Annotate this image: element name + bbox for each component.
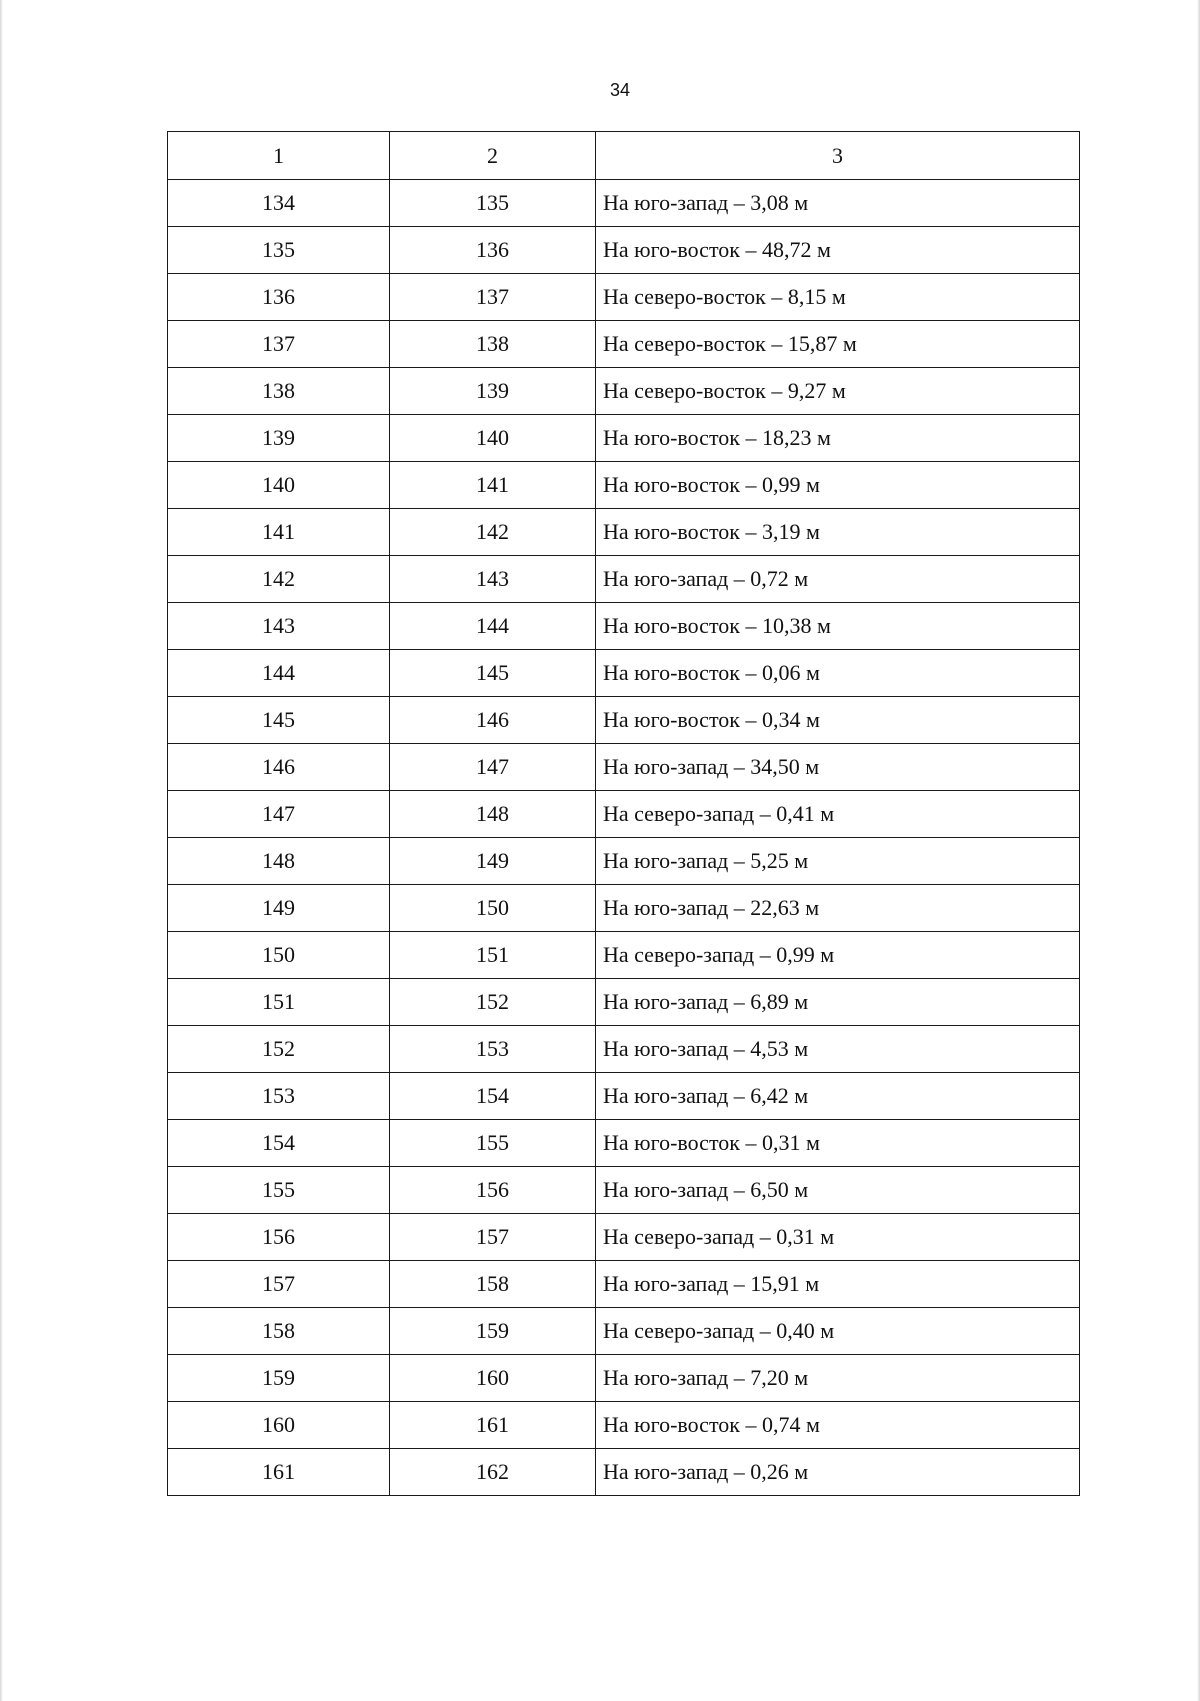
table-row xyxy=(168,368,1080,415)
to-point-cell: 151 xyxy=(390,932,596,979)
to-point-cell: 161 xyxy=(390,1402,596,1449)
to-point-cell: 148 xyxy=(390,791,596,838)
from-point-cell: 140 xyxy=(168,462,390,509)
table-row xyxy=(168,1402,1080,1449)
table-row xyxy=(168,1308,1080,1355)
table-row xyxy=(168,415,1080,462)
direction-distance-cell: На юго-запад – 22,63 м xyxy=(596,885,1080,932)
to-point-cell: 153 xyxy=(390,1026,596,1073)
page-number: 34 xyxy=(609,80,631,100)
from-point-cell: 136 xyxy=(168,274,390,321)
direction-distance-cell: На юго-запад – 5,25 м xyxy=(596,838,1080,885)
from-point-cell: 156 xyxy=(168,1214,390,1261)
to-point-cell: 142 xyxy=(390,509,596,556)
from-point-cell: 141 xyxy=(168,509,390,556)
table-row xyxy=(168,462,1080,509)
column-header: 3 xyxy=(596,132,1080,180)
direction-distance-cell: На северо-запад – 0,31 м xyxy=(596,1214,1080,1261)
direction-distance-cell: На северо-запад – 0,41 м xyxy=(596,791,1080,838)
direction-distance-cell: На юго-запад – 4,53 м xyxy=(596,1026,1080,1073)
to-point-cell: 154 xyxy=(390,1073,596,1120)
from-point-cell: 144 xyxy=(168,650,390,697)
table-row xyxy=(168,1073,1080,1120)
from-point-cell: 161 xyxy=(168,1449,390,1496)
direction-distance-cell: На юго-восток – 0,74 м xyxy=(596,1402,1080,1449)
from-point-cell: 151 xyxy=(168,979,390,1026)
column-header: 1 xyxy=(168,132,390,180)
from-point-cell: 157 xyxy=(168,1261,390,1308)
to-point-cell: 150 xyxy=(390,885,596,932)
from-point-cell: 145 xyxy=(168,697,390,744)
table-row xyxy=(168,979,1080,1026)
table-row xyxy=(168,1449,1080,1496)
to-point-cell: 135 xyxy=(390,180,596,227)
from-point-cell: 142 xyxy=(168,556,390,603)
table-row xyxy=(168,321,1080,368)
direction-distance-cell: На юго-запад – 6,50 м xyxy=(596,1167,1080,1214)
from-point-cell: 146 xyxy=(168,744,390,791)
to-point-cell: 138 xyxy=(390,321,596,368)
direction-distance-cell: На юго-восток – 0,06 м xyxy=(596,650,1080,697)
direction-distance-cell: На юго-восток – 48,72 м xyxy=(596,227,1080,274)
table-body xyxy=(168,180,1080,1496)
direction-distance-cell: На юго-восток – 10,38 м xyxy=(596,603,1080,650)
direction-distance-cell: На юго-запад – 6,42 м xyxy=(596,1073,1080,1120)
table-row xyxy=(168,227,1080,274)
table-row xyxy=(168,1355,1080,1402)
from-point-cell: 143 xyxy=(168,603,390,650)
to-point-cell: 162 xyxy=(390,1449,596,1496)
direction-distance-cell: На юго-запад – 15,91 м xyxy=(596,1261,1080,1308)
to-point-cell: 157 xyxy=(390,1214,596,1261)
to-point-cell: 136 xyxy=(390,227,596,274)
table-row xyxy=(168,1167,1080,1214)
table-row xyxy=(168,697,1080,744)
to-point-cell: 149 xyxy=(390,838,596,885)
direction-distance-cell: На юго-восток – 0,34 м xyxy=(596,697,1080,744)
to-point-cell: 152 xyxy=(390,979,596,1026)
table-row xyxy=(168,180,1080,227)
to-point-cell: 141 xyxy=(390,462,596,509)
direction-distance-cell: На юго-запад – 34,50 м xyxy=(596,744,1080,791)
direction-distance-cell: На юго-восток – 0,31 м xyxy=(596,1120,1080,1167)
from-point-cell: 137 xyxy=(168,321,390,368)
table-row xyxy=(168,1214,1080,1261)
column-header: 2 xyxy=(390,132,596,180)
direction-distance-cell: На северо-восток – 8,15 м xyxy=(596,274,1080,321)
direction-distance-cell: На юго-восток – 3,19 м xyxy=(596,509,1080,556)
table-row xyxy=(168,744,1080,791)
table-row xyxy=(168,1120,1080,1167)
from-point-cell: 134 xyxy=(168,180,390,227)
table-row xyxy=(168,1261,1080,1308)
direction-distance-cell: На юго-запад – 0,26 м xyxy=(596,1449,1080,1496)
table-row xyxy=(168,1026,1080,1073)
to-point-cell: 147 xyxy=(390,744,596,791)
to-point-cell: 160 xyxy=(390,1355,596,1402)
from-point-cell: 152 xyxy=(168,1026,390,1073)
table-row xyxy=(168,791,1080,838)
from-point-cell: 147 xyxy=(168,791,390,838)
to-point-cell: 140 xyxy=(390,415,596,462)
scan-left-edge xyxy=(0,0,3,1701)
table-row xyxy=(168,650,1080,697)
table-row xyxy=(168,838,1080,885)
table-row xyxy=(168,932,1080,979)
to-point-cell: 145 xyxy=(390,650,596,697)
direction-distance-cell: На юго-восток – 18,23 м xyxy=(596,415,1080,462)
to-point-cell: 158 xyxy=(390,1261,596,1308)
from-point-cell: 138 xyxy=(168,368,390,415)
direction-distance-cell: На юго-запад – 7,20 м xyxy=(596,1355,1080,1402)
to-point-cell: 139 xyxy=(390,368,596,415)
direction-distance-cell: На северо-восток – 15,87 м xyxy=(596,321,1080,368)
direction-distance-cell: На северо-восток – 9,27 м xyxy=(596,368,1080,415)
from-point-cell: 159 xyxy=(168,1355,390,1402)
from-point-cell: 154 xyxy=(168,1120,390,1167)
to-point-cell: 155 xyxy=(390,1120,596,1167)
from-point-cell: 149 xyxy=(168,885,390,932)
direction-distance-cell: На северо-запад – 0,99 м xyxy=(596,932,1080,979)
boundary-table xyxy=(167,131,1080,1496)
to-point-cell: 159 xyxy=(390,1308,596,1355)
direction-distance-cell: На юго-запад – 6,89 м xyxy=(596,979,1080,1026)
to-point-cell: 143 xyxy=(390,556,596,603)
from-point-cell: 148 xyxy=(168,838,390,885)
to-point-cell: 137 xyxy=(390,274,596,321)
to-point-cell: 146 xyxy=(390,697,596,744)
from-point-cell: 155 xyxy=(168,1167,390,1214)
table-row xyxy=(168,603,1080,650)
header-row xyxy=(168,132,1080,180)
direction-distance-cell: На юго-запад – 0,72 м xyxy=(596,556,1080,603)
direction-distance-cell: На юго-запад – 3,08 м xyxy=(596,180,1080,227)
from-point-cell: 153 xyxy=(168,1073,390,1120)
direction-distance-cell: На юго-восток – 0,99 м xyxy=(596,462,1080,509)
from-point-cell: 160 xyxy=(168,1402,390,1449)
table-row xyxy=(168,885,1080,932)
table-row xyxy=(168,556,1080,603)
direction-distance-cell: На северо-запад – 0,40 м xyxy=(596,1308,1080,1355)
table-header xyxy=(168,132,1080,180)
to-point-cell: 144 xyxy=(390,603,596,650)
table-row xyxy=(168,274,1080,321)
from-point-cell: 139 xyxy=(168,415,390,462)
from-point-cell: 150 xyxy=(168,932,390,979)
table-row xyxy=(168,509,1080,556)
from-point-cell: 158 xyxy=(168,1308,390,1355)
from-point-cell: 135 xyxy=(168,227,390,274)
to-point-cell: 156 xyxy=(390,1167,596,1214)
